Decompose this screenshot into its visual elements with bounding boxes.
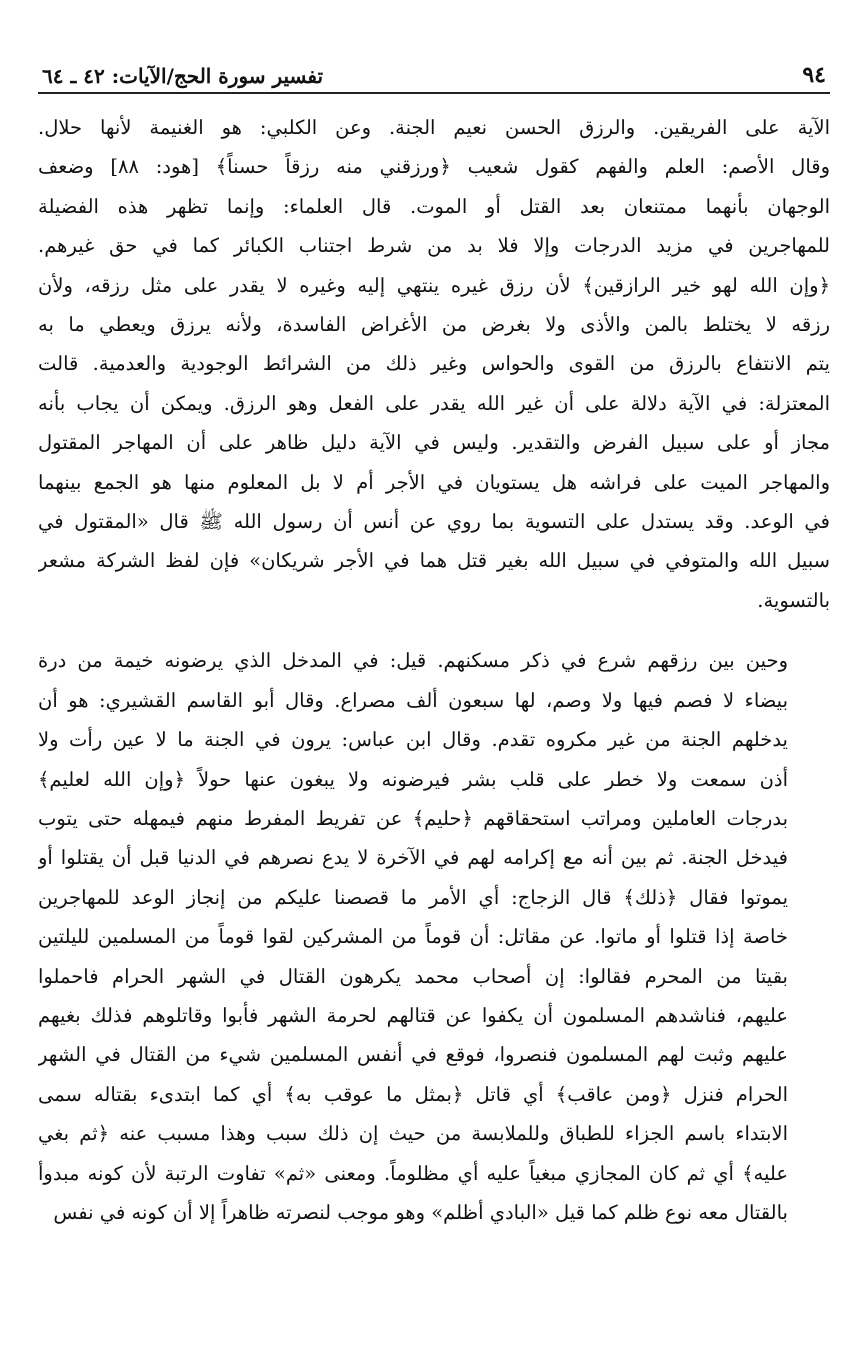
page-header — [38, 52, 830, 94]
text-line: بيضاء لا فصم فيها ولا وصم، لها سبعون ألف مصراع. وقال أبو القاسم القشيري: هو أن — [38, 688, 788, 712]
text-line: بالتسوية. — [757, 588, 830, 612]
text-line: خاصة إذا قتلوا أو ماتوا. عن مقاتل: أن قوماً من المشركين لقوا قوماً من المسلمين لليلتين — [38, 925, 788, 949]
text-line: الحرام فنزل ﴿ومن عاقب﴾ أي قاتل ﴿بمثل ما عوقب به﴾ أي كما ابتدىء بقتاله سمى — [38, 1082, 788, 1106]
text-line: الآية على الفريقين. والرزق الحسن نعيم الجنة. وعن الكلبي: هو الغنيمة لأنها حلال. — [38, 116, 830, 139]
text-line: مجاز أو على سبيل الفرض والتقدير. وليس في الآية دليل ظاهر على أن المهاجر المقتول — [38, 431, 830, 455]
text-line: رزقه لا يختلط بالمن والأذى ولا بغرض من الأغراض الفاسدة، ولأنه يرزق ويعطي ما به — [38, 313, 830, 337]
text-line: عليهم وثبت لهم المسلمون فنصروا، فوقع في أنفس المسلمين شيء من القتال في الشهر — [38, 1043, 788, 1067]
text-line: وقال الأصم: العلم والفهم كقول شعيب ﴿ورزقني منه رزقاً حسناً﴾ [هود: ٨٨] وضعف — [38, 155, 830, 179]
text-line: بالقتال معه نوع ظلم كما قيل «البادي أظلم» وهو موجب لنصرته ظاهراً إلا أن كونه في نفس — [53, 1200, 788, 1224]
text-line: فيدخل الجنة. ثم بين أنه مع إكرامه لهم في الآخرة لا يدع نصرهم في الدنيا قبل أن يقتلوا أو — [38, 846, 788, 870]
text-line: يدخلهم الجنة من غير مكروه تقدم. وقال ابن عباس: يرون في الجنة ما لا عين رأت ولا — [38, 728, 788, 752]
text-line: أذن سمعت ولا خطر على قلب بشر فيرضونه ولا يبغون عنها حولاً ﴿وإن الله لعليم﴾ — [38, 767, 788, 791]
text-line: بدرجات العاملين ومراتب استحقاقهم ﴿حليم﴾ عن تفريط المفرط منهم فيمهله حتى يتوب — [38, 806, 788, 830]
text-line: الابتداء باسم الجزاء للطباق وللملابسة من حيث إن ذلك سبب وهذا مسبب عنه ﴿ثم بغي — [38, 1122, 788, 1146]
text-line: يتم الانتفاع بالرزق من القوى والحواس وغير ذلك من الشرائط الوجودية والعدمية. قالت — [38, 352, 830, 376]
text-line: للمهاجرين في مزيد الدرجات وإلا فلا بد من شرط اجتناب الكبائر كما في حق غيرهم. — [38, 234, 830, 258]
text-line: المعتزلة: في الآية دلالة على أن غير الله يقدر على الفعل وهو الرزق. ويمكن أن يجاب بأنه — [38, 391, 830, 415]
text-line: سبيل الله والمتوفي في سبيل الله بغير قتل هما في الأجر شريكان» فإن لفظ الشركة مشعر — [38, 549, 830, 573]
text-line: والمهاجر الميت على فراشه هل يستويان في الأجر أم لا بل المعلوم منها هو الجمع بينهما — [38, 470, 830, 494]
body-text — [38, 108, 830, 1232]
text-line: بقيتا من المحرم فقالوا: إن أصحاب محمد يكرهون القتال في الشهر الحرام فاحملوا — [38, 964, 788, 988]
paragraph-2 — [38, 641, 830, 1232]
text-line: عليهم، فناشدهم المسلمون أن يكفوا عن قتالهم لحرمة الشهر فأبوا وقاتلوهم فذلك بغيهم — [38, 1003, 788, 1027]
text-line: في الوعد. وقد يستدل على التسوية بما روي عن أنس أن رسول الله ﷺ قال «المقتول في — [38, 510, 830, 534]
text-line: ﴿وإن الله لهو خير الرازقين﴾ لأن رزق غيره ينتهي إليه وغيره لا يقدر على مثل رزقه، ولأن — [38, 273, 830, 297]
text-line: عليه﴾ أي ثم كان المجازي مبغياً عليه أي مظلوماً. ومعنى «ثم» تفاوت الرتبة لأن كونه مبدوأ — [38, 1161, 788, 1185]
document-page — [38, 52, 830, 1232]
text-line: الوجهان بأنهما ممتنعان بعد القتل أو الموت. قال العلماء: وإنما تظهر هذه الفضيلة — [38, 194, 830, 218]
running-title: تفسير سورة الحج/الآيات: ٤٢ ـ ٦٤ — [42, 64, 324, 88]
text-line: وحين بين رزقهم شرع في ذكر مسكنهم. قيل: في المدخل الذي يرضونه خيمة من درة — [38, 649, 788, 673]
page-number: ٩٤ — [802, 62, 826, 88]
paragraph-1 — [38, 108, 830, 620]
text-line: يموتوا فقال ﴿ذلك﴾ قال الزجاج: أي الأمر ما قصصنا عليكم من إنجاز الوعد للمهاجرين — [38, 885, 788, 909]
